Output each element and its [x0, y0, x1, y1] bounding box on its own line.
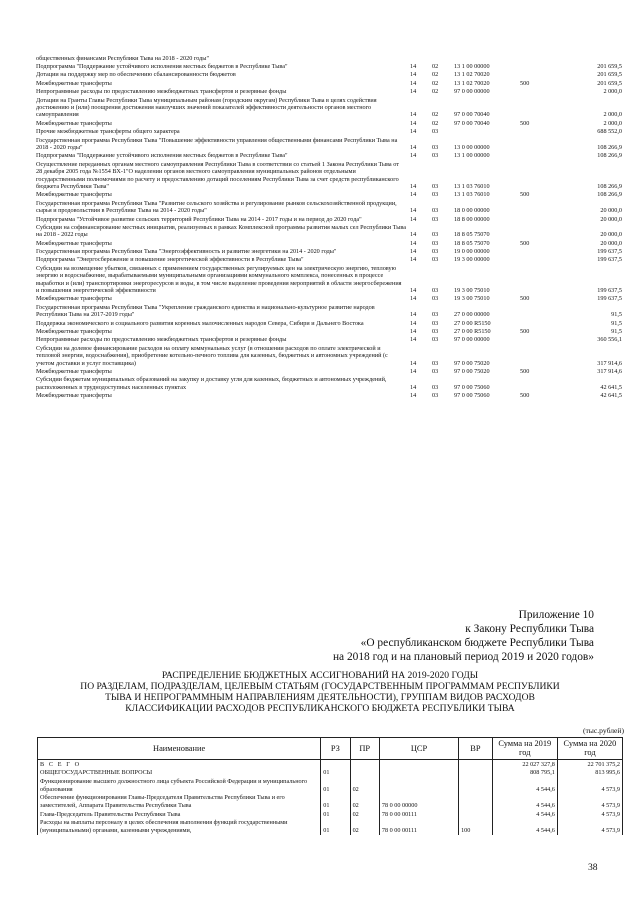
row-rz: 14 [410, 359, 417, 367]
table-row [36, 264, 622, 295]
row-csr: 27 0 00 R5150 [454, 328, 491, 336]
row-rz: 14 [410, 119, 417, 127]
row-rz: 14 [410, 328, 417, 336]
row-vr [459, 794, 493, 810]
row-name: Подпрограмма "Поддержание устойчивого исполнения местных бюджетов в Республике Тыва" [36, 152, 288, 160]
table-row [36, 54, 622, 62]
row-amount: 91,5 [611, 328, 622, 336]
row-vr [520, 344, 552, 367]
row-rz: 14 [410, 182, 417, 190]
row-vr [459, 810, 493, 819]
row-rz: 14 [410, 383, 417, 391]
row-vr [520, 264, 552, 295]
row-csr: 97 0 00 75060 [454, 383, 490, 391]
row-name: Субсидии на возмещение убытков, связанных с применением государственных регулируемых цен на электрическую энергию, тепловую энергию и водоснабжение, вырабатываемыми муниципальными организациями коммунального комплекса, понесенных в процессе выработки и (или) транспортировки энергоресурсов и воды, в том числе выделение проведения мероприятий в области энергосбережения и повышения энергетической эффективности [36, 264, 402, 295]
row-vr [459, 777, 493, 793]
row-csr: 27 0 00 R5150 [454, 319, 491, 327]
row-name: Функционирование высшего должностного лица субъекта Российской Федерации и муниципального образования [38, 777, 321, 793]
table-row [36, 319, 622, 327]
row-rz: 14 [410, 256, 417, 264]
row-vr [520, 128, 552, 136]
row-name: Поддержка экономического и социального развития коренных малочисленных народов Севера, Сибири и Дальнего Востока [36, 319, 364, 327]
row-rz: 01 [321, 819, 350, 835]
row-csr [454, 128, 520, 136]
table-row [36, 191, 622, 199]
row-rz: 14 [410, 248, 417, 256]
row-amount: 91,5 [611, 311, 622, 319]
table-row [36, 344, 622, 367]
row-pr: 02 [432, 119, 439, 127]
row-csr [454, 54, 520, 62]
row-name: Межбюджетные трансферты [36, 392, 112, 400]
row-csr: 78 0 00 00000 [379, 794, 458, 810]
table-row [38, 819, 623, 835]
row-csr: 97 0 00 75020 [454, 368, 490, 376]
row-pr: 02 [432, 88, 439, 96]
row-csr: 97 0 00 75020 [454, 359, 490, 367]
page-number: 38 [588, 862, 598, 873]
continuation-table [36, 54, 622, 400]
row-csr: 27 0 00 00000 [454, 311, 490, 319]
row-amount: 2 000,0 [603, 119, 622, 127]
table-row [36, 199, 622, 215]
row-csr: 13 1 02 70020 [454, 79, 490, 87]
header-row [38, 738, 623, 760]
row-name: Государственная программа Республики Тыва "Укрепление гражданского единства и национально-культурное развитие народов Республики Тыва на 2017-2019 годы" [36, 303, 375, 319]
row-vr: 500 [520, 368, 530, 376]
row-csr: 13 1 03 76010 [454, 191, 490, 199]
table-row [38, 759, 623, 768]
row-amount: 201 659,5 [597, 62, 622, 70]
row-name: ОБЩЕГОСУДАРСТВЕННЫЕ ВОПРОСЫ [38, 769, 321, 778]
row-name: Подпрограмма "Поддержание устойчивого исполнения местных бюджетов в Республике Тыва" [36, 62, 288, 70]
row-pr: 02 [432, 79, 439, 87]
row-vr [520, 215, 552, 223]
row-name: Прочие межбюджетные трансферты общего характера [36, 128, 180, 136]
row-sum-2019: 4 544,6 [492, 819, 557, 835]
table-row [36, 71, 622, 79]
row-sum-2019: 22 027 327,8 [492, 759, 557, 768]
row-pr: 03 [432, 231, 439, 239]
row-rz: 01 [321, 777, 350, 793]
row-name: Непрограммные расходы по предоставлению межбюджетных трансфертов и резервные фонды [36, 88, 287, 96]
row-name: Государственная программа Республики Тыва "Повышение эффективности управления общественными финансами Республики Тыва на 2018 - 2020 годы" [36, 136, 398, 151]
row-rz: 14 [410, 392, 417, 400]
header-name: Наименование [38, 738, 321, 760]
row-name: Межбюджетные трансферты [36, 295, 112, 303]
row-name: Межбюджетные трансферты [36, 191, 112, 199]
row-amount: 199 637,5 [597, 256, 622, 264]
table-row [36, 248, 622, 256]
row-name: Государственная программа Республики Тыва "Энергоэффективность и развитие энергетики на 2014 - 2020 годы" [36, 248, 337, 256]
row-pr: 03 [432, 215, 439, 223]
row-pr: 02 [350, 794, 379, 810]
row-pr: 03 [432, 328, 439, 336]
row-csr: 19 3 00 00000 [454, 256, 490, 264]
appendix-line-3: «О республиканском бюджете Республики Тыва [360, 637, 594, 649]
row-vr: 500 [520, 239, 530, 247]
title-line-2: ПО РАЗДЕЛАМ, ПОДРАЗДЕЛАМ, ЦЕЛЕВЫМ СТАТЬЯМ (ГОСУДАРСТВЕННЫМ ПРОГРАММАМ РЕСПУБЛИКИ [80, 681, 560, 692]
row-amount: 201 659,5 [597, 71, 622, 79]
row-vr [520, 336, 552, 344]
row-rz: 14 [410, 143, 417, 151]
row-pr: 03 [432, 319, 439, 327]
row-rz: 14 [410, 111, 417, 119]
appendix-header [230, 608, 594, 664]
row-rz: 14 [410, 295, 417, 303]
row-vr [520, 319, 552, 327]
row-rz: 14 [410, 152, 417, 160]
row-amount: 42 641,5 [600, 383, 622, 391]
row-sum-2020: 813 995,6 [557, 769, 622, 778]
row-rz: 01 [321, 794, 350, 810]
row-pr: 03 [432, 239, 439, 247]
row-csr: 18 8 00 00000 [454, 215, 490, 223]
row-pr: 02 [350, 810, 379, 819]
row-name: Межбюджетные трансферты [36, 368, 112, 376]
row-vr: 500 [520, 328, 530, 336]
row-amount: 108 266,9 [597, 182, 622, 190]
row-pr: 02 [432, 62, 439, 70]
document-title [40, 670, 600, 714]
row-csr: 13 1 00 00000 [454, 152, 490, 160]
row-amount: 20 000,0 [600, 231, 622, 239]
row-sum-2019: 4 544,6 [492, 777, 557, 793]
row-amount: 199 637,5 [597, 248, 622, 256]
row-pr: 03 [432, 383, 439, 391]
row-rz: 14 [410, 336, 417, 344]
row-rz: 14 [410, 239, 417, 247]
row-vr [520, 62, 552, 70]
table-row [36, 136, 622, 152]
row-name: Осуществление переданных органам местного самоуправления Республики Тыва в соответствии со статьей 1 Закона Республики Тыва от 28 декабря 2005 года №1554 ВХ-1"О наделении органов местного самоуправления муниципальных районов отдельными государственными полномочиями по расчету и предоставлению дотаций поселениям Республики Тыва за счет средств республиканского бюджета Республики Тыва" [36, 160, 399, 190]
row-csr: 97 0 00 00000 [454, 88, 490, 96]
row-name: Непрограммные расходы по предоставлению межбюджетных трансфертов и резервные фонды [36, 336, 287, 344]
table-row [36, 160, 622, 191]
row-vr [459, 759, 493, 768]
row-rz: 14 [410, 207, 417, 215]
table-row [36, 336, 622, 344]
row-name: Обеспечение функционирования Главы-Председателя Правительства Республики Тыва и его заместителей, Аппарата Правительства Республики Тыва [38, 794, 321, 810]
row-vr [520, 88, 552, 96]
row-sum-2020: 4 573,9 [557, 794, 622, 810]
row-vr [520, 376, 552, 392]
row-amount: 42 641,5 [600, 392, 622, 400]
row-csr [379, 769, 458, 778]
row-pr: 03 [432, 256, 439, 264]
row-pr: 03 [432, 392, 439, 400]
row-name: Субсидии бюджетам муниципальных образований на закупку и доставку угля для казенных, бюджетных и автономных учреждений, расположенных в труднодоступных населенных пунктах [36, 376, 387, 391]
row-csr: 13 1 02 70020 [454, 71, 490, 79]
row-csr: 18 8 05 75070 [454, 231, 490, 239]
row-amount: 317 914,6 [597, 368, 622, 376]
row-name: Межбюджетные трансферты [36, 79, 112, 87]
row-rz: 14 [410, 215, 417, 223]
row-vr: 500 [520, 79, 530, 87]
table-row [36, 327, 622, 335]
row-pr: 03 [432, 336, 439, 344]
row-rz: 01 [321, 810, 350, 819]
row-sum-2020: 4 573,9 [557, 810, 622, 819]
row-name: Межбюджетные трансферты [36, 328, 112, 336]
row-pr: 02 [432, 71, 439, 79]
row-pr: 03 [432, 207, 439, 215]
row-vr [520, 303, 552, 319]
row-rz: 14 [410, 128, 417, 136]
row-name: Подпрограмма "Энергосбережение и повышение энергетической эффективности в Республике Тыва" [36, 256, 304, 264]
row-vr: 500 [520, 392, 530, 400]
row-name: Расходы на выплаты персоналу в целях обеспечения выполнения функций государственными (муниципальными) органами, казенными учреждениями, [38, 819, 321, 835]
appendix-line-2: к Закону Республики Тыва [465, 623, 594, 635]
appendix-line-4: на 2018 год и на плановый период 2019 и 2020 годов» [332, 651, 594, 663]
row-name: Межбюджетные трансферты [36, 119, 112, 127]
row-rz: 14 [410, 62, 417, 70]
table-row [36, 152, 622, 160]
budget-table-body [38, 759, 623, 835]
row-name: В С Е Г О [38, 759, 321, 768]
row-pr [350, 769, 379, 778]
row-csr: 18 8 05 75070 [454, 239, 490, 247]
row-amount: 20 000,0 [600, 207, 622, 215]
table-row [36, 376, 622, 392]
table-row [36, 128, 622, 136]
row-amount: 20 000,0 [600, 215, 622, 223]
row-name: Межбюджетные трансферты [36, 239, 112, 247]
row-name: общественных финансами Республики Тыва на 2018 - 2020 годы" [36, 54, 209, 62]
row-vr [459, 769, 493, 778]
row-vr [520, 136, 552, 152]
row-vr [520, 152, 552, 160]
row-csr: 78 0 00 00111 [379, 819, 458, 835]
row-csr: 97 0 00 75060 [454, 392, 490, 400]
row-vr [520, 96, 552, 119]
row-amount: 108 266,9 [597, 143, 622, 151]
header-rz: РЗ [321, 738, 350, 760]
row-rz: 14 [410, 368, 417, 376]
row-amount: 2 000,0 [603, 111, 622, 119]
row-csr [379, 777, 458, 793]
row-rz: 14 [410, 231, 417, 239]
table-row [36, 79, 622, 87]
row-vr [520, 199, 552, 215]
row-pr [350, 759, 379, 768]
header-pr: ПР [350, 738, 379, 760]
row-csr: 18 0 00 00000 [454, 207, 490, 215]
row-sum-2019: 4 544,6 [492, 810, 557, 819]
row-name: Субсидии на софинансирование местных инициатив, реализуемых в рамках Комплексной программы развития малых сел Республики Тыва на 2018 - 2022 годы [36, 223, 406, 239]
table-row [36, 295, 622, 303]
row-pr: 03 [432, 152, 439, 160]
row-rz: 14 [410, 311, 417, 319]
row-vr: 500 [520, 119, 530, 127]
table-row [36, 96, 622, 119]
row-rz: 14 [410, 88, 417, 96]
row-csr: 19 3 00 75010 [454, 295, 490, 303]
row-name: Дотации на Гранты Главы Республики Тыва муниципальным районам (городским округам) Республики Тыва в целях содействия достижению и (или) поощрения достижения наилучших значений показателей эффективности деятельности органов местного самоуправления [36, 96, 377, 119]
row-csr: 97 0 00 70040 [454, 119, 490, 127]
row-amount: 199 637,5 [597, 287, 622, 295]
table-row [38, 777, 623, 793]
row-name: Государственная программа Республики Тыва "Развитие сельского хозяйства и регулирование рынков сельскохозяйственной продукции, сырья и продовольствия в Республике Тыва на 2014 - 2020 годы" [36, 199, 397, 215]
row-rz: 14 [410, 79, 417, 87]
row-amount: 201 659,5 [597, 79, 622, 87]
table-row [36, 215, 622, 223]
table-row [36, 119, 622, 127]
row-amount: 108 266,9 [597, 152, 622, 160]
row-sum-2019: 4 544,6 [492, 794, 557, 810]
header-csr: ЦСР [379, 738, 458, 760]
row-vr [520, 248, 552, 256]
row-sum-2020: 4 573,9 [557, 819, 622, 835]
title-line-1: РАСПРЕДЕЛЕНИЕ БЮДЖЕТНЫХ АССИГНОВАНИЙ НА 2019-2020 ГОДЫ [161, 670, 479, 681]
row-csr: 97 0 00 70040 [454, 111, 490, 119]
table-row [36, 62, 622, 70]
row-csr: 13 1 00 00000 [454, 62, 490, 70]
row-csr: 13 0 00 00000 [454, 143, 490, 151]
row-amount: 317 914,6 [597, 359, 622, 367]
row-vr [520, 256, 552, 264]
row-vr [520, 160, 552, 191]
row-name: Подпрограмма "Устойчивое развитие сельских территорий Республики Тыва на 2014 - 2017 годы и на период до 2020 года" [36, 215, 362, 223]
table-row [38, 794, 623, 810]
row-rz: 01 [321, 769, 350, 778]
row-amount: 108 266,9 [597, 191, 622, 199]
table-row [36, 303, 622, 319]
row-vr [520, 54, 552, 62]
row-vr: 500 [520, 295, 530, 303]
row-csr: 97 0 00 00000 [454, 336, 490, 344]
row-pr: 03 [432, 311, 439, 319]
row-pr: 02 [432, 111, 439, 119]
appendix-line-1: Приложение 10 [518, 609, 594, 621]
table-row [36, 367, 622, 375]
row-name: Дотации на поддержку мер по обеспечению сбалансированности бюджетов [36, 71, 236, 79]
row-amount: 360 556,1 [597, 336, 622, 344]
row-pr: 03 [432, 128, 439, 136]
row-rz [321, 759, 350, 768]
row-csr [379, 759, 458, 768]
table-row [36, 223, 622, 239]
table-row [38, 769, 623, 778]
table-row [38, 810, 623, 819]
row-pr: 02 [350, 819, 379, 835]
row-pr: 03 [432, 143, 439, 151]
row-pr [432, 54, 454, 62]
header-sum-2019: Сумма на 2019 год [492, 738, 557, 760]
table-row [36, 239, 622, 247]
row-rz: 14 [410, 71, 417, 79]
row-vr [520, 223, 552, 239]
row-vr: 500 [520, 191, 530, 199]
row-amount: 20 000,0 [600, 239, 622, 247]
row-amount: 2 000,0 [603, 88, 622, 96]
row-sum-2020: 4 573,9 [557, 777, 622, 793]
row-pr: 03 [432, 295, 439, 303]
row-vr [520, 71, 552, 79]
unit-label: (тыс.рублей) [582, 726, 624, 735]
row-pr: 03 [432, 368, 439, 376]
row-amount: 688 552,0 [597, 128, 622, 136]
title-line-3: ТЫВА И НЕПРОГРАММНЫМ НАПРАВЛЕНИЯМ ДЕЯТЕЛЬНОСТИ), ГРУППАМ ВИДОВ РАСХОДОВ [105, 692, 535, 703]
title-line-4: КЛАССИФИКАЦИИ РАСХОДОВ РЕСПУБЛИКАНСКОГО БЮДЖЕТА РЕСПУБЛИКИ ТЫВА [125, 703, 515, 714]
table-row [36, 88, 622, 96]
continuation-table-body [36, 54, 622, 400]
row-csr: 13 1 03 76010 [454, 182, 490, 190]
table-row [36, 392, 622, 400]
row-csr: 19 3 00 75010 [454, 287, 490, 295]
row-pr: 03 [432, 182, 439, 190]
row-rz: 14 [410, 319, 417, 327]
row-csr: 78 0 00 00111 [379, 810, 458, 819]
row-sum-2019: 808 795,1 [492, 769, 557, 778]
table-row [36, 256, 622, 264]
row-sum-2020: 22 701 375,2 [557, 759, 622, 768]
row-amount [552, 54, 622, 62]
row-amount: 91,5 [611, 319, 622, 327]
row-vr: 100 [459, 819, 493, 835]
row-pr: 03 [432, 287, 439, 295]
row-amount: 199 637,5 [597, 295, 622, 303]
header-vr: ВР [459, 738, 493, 760]
row-pr: 03 [432, 248, 439, 256]
header-sum-2020: Сумма на 2020 год [557, 738, 622, 760]
row-rz [410, 54, 432, 62]
row-name: Субсидии на долевое финансирование расходов на оплату коммунальных услуг (в отношении расходов по оплате электрической и тепловой энергии, водоснабжения), приобретение котельно-печного топлива для казенных, бюджетных и автономных учреждений (с учетом доставки и услуг поставщика) [36, 344, 388, 367]
row-name: Глава-Председатель Правительства Республики Тыва [38, 810, 321, 819]
row-pr: 03 [432, 191, 439, 199]
budget-table [37, 737, 623, 835]
row-pr: 02 [350, 777, 379, 793]
row-rz: 14 [410, 191, 417, 199]
row-pr: 03 [432, 359, 439, 367]
row-rz: 14 [410, 287, 417, 295]
row-csr: 19 0 00 00000 [454, 248, 490, 256]
